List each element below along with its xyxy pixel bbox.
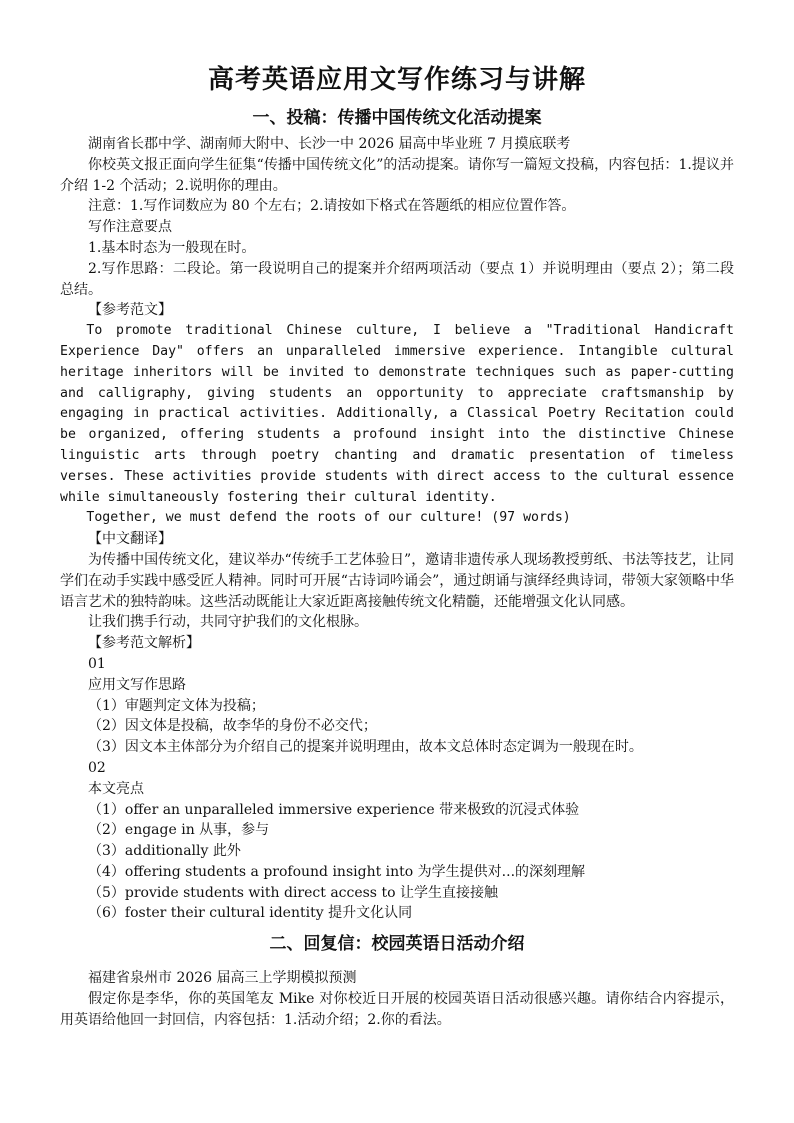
sample-label: 【参考范文】 xyxy=(88,302,172,319)
part-1-item: （2）因文体是投稿，故李华的身份不必交代； xyxy=(88,718,377,735)
document-page xyxy=(60,62,734,1031)
section-1-task: 你校英文报正面向学生征集“传播中国传统文化”的活动提案。请你写一篇短文投稿，内容包括：1.提议并介绍 1-2 个活动；2.说明你的理由。 xyxy=(60,156,734,194)
translation-label: 【中文翻译】 xyxy=(88,531,172,548)
section-1-note: 注意：1.写作词数应为 80 个左右；2.请按如下格式在答题纸的相应位置作答。 xyxy=(88,198,576,215)
section-1-heading: 一、投稿：传播中国传统文化活动提案 xyxy=(252,108,542,128)
part-1-number: 01 xyxy=(88,655,106,672)
tips-title: 写作注意要点 xyxy=(88,219,172,236)
highlight-item: （6）foster their cultural identity 提升文化认同 xyxy=(88,905,413,922)
part-2-number: 02 xyxy=(88,759,106,776)
section-1-source: 湖南省长郡中学、湖南师大附中、长沙一中 2026 届高中毕业班 7 月摸底联考 xyxy=(88,136,571,152)
section-2-source: 福建省泉州市 2026 届高三上学期模拟预测 xyxy=(88,970,357,987)
part-1-item: （3）因文本主体部分为介绍自己的提案并说明理由，故本文总体时态定调为一般现在时。 xyxy=(88,739,643,756)
document-title: 高考英语应用文写作练习与讲解 xyxy=(207,65,586,95)
section-2-heading: 二、回复信：校园英语日活动介绍 xyxy=(269,934,525,955)
highlight-item: （4）offering students a profound insight into 为学生提供对...的深刻理解 xyxy=(88,863,586,880)
tip-2: 2.写作思路：二段论。第一段说明自己的提案并介绍两项活动（要点 1）并说明理由（要点 2）；第二段总结。 xyxy=(60,260,734,298)
translation-paragraph-2: 让我们携手行动，共同守护我们的文化根脉。 xyxy=(88,614,368,631)
part-2-title: 本文亮点 xyxy=(88,780,144,797)
part-1-item: （1）审题判定文体为投稿； xyxy=(88,697,265,714)
sample-essay-paragraph-1: To promote traditional Chinese culture, I believe a "Traditional Handicraft Experience Day" offers an unparalleled immersive experience. Intangible cultural heritage inheritors will be invited to demonstrate techniques such as paper-cutting and calligraphy, giving students an opportunity to appreciate craftsmanship by engaging in practical activities. Additionally, a Classical Poetry Recitation could be organized, offering students a profound insight into the distinctive Chinese linguistic arts through poetry chanting and dramatic presentation of timeless verses. These activities provide students with direct access to the cultural essence while simultaneously fostering their cultural identity. xyxy=(60,323,734,505)
tip-1: 1.基本时态为一般现在时。 xyxy=(88,239,256,256)
analysis-label: 【参考范文解析】 xyxy=(88,635,200,652)
section-2-task: 假定你是李华，你的英国笔友 Mike 对你校近日开展的校园英语日活动很感兴趣。请你结合内容提示，用英语给他回一封回信，内容包括：1.活动介绍；2.你的看法。 xyxy=(60,991,734,1028)
highlight-item: （1）offer an unparalleled immersive experience 带来极致的沉浸式体验 xyxy=(88,801,580,818)
highlight-item: （2）engage in 从事，参与 xyxy=(88,822,270,839)
part-1-title: 应用文写作思路 xyxy=(88,676,186,693)
highlight-item: （3）additionally 此外 xyxy=(88,843,241,860)
highlight-item: （5）provide students with direct access to 让学生直接接触 xyxy=(88,884,498,901)
sample-essay-paragraph-2: Together, we must defend the roots of our culture! (97 words) xyxy=(86,510,571,526)
translation-paragraph-1: 为传播中国传统文化，建议举办“传统手工艺体验日”，邀请非遗传承人现场教授剪纸、书法等技艺，让同学们在动手实践中感受匠人精神。同时可开展“古诗词吟诵会”，通过朗诵与演绎经典诗词，带领大家领略中华语言艺术的独特韵味。这些活动既能让大家近距离接触传统文化精髓，还能增强文化认同感。 xyxy=(60,551,734,610)
